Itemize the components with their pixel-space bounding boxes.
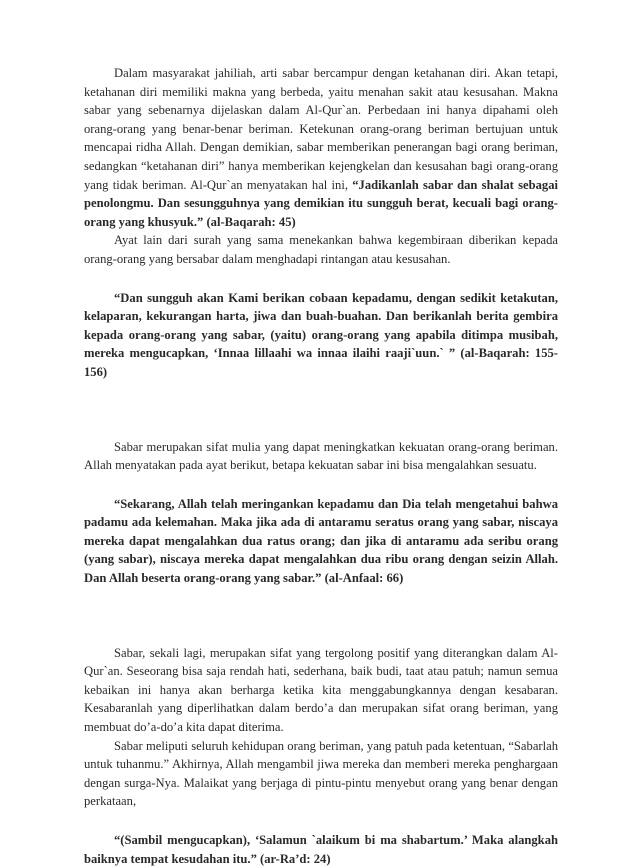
quote-text: “Dan sungguh akan Kami berikan cobaan kepadamu, dengan sedikit ketakutan, kelaparan, kekurangan harta, jiwa dan buah-buahan. Dan berikanlah berita gembira kepada orang-orang yang sabar, (yaitu) orang-orang yang apabila ditimpa musibah, mereka mengucapkan, ‘Innaa lillaahi wa innaa ilaihi raaji`uun.` ” (al-Baqarah: 155-156) xyxy=(84,290,558,379)
quote-text: “Sekarang, Allah telah meringankan kepadamu dan Dia telah mengetahui bahwa padamu ada kelemahan. Maka jika ada di antaramu seratus orang yang sabar, niscaya mereka dapat mengalahkan dua ratus orang; dan jika di antaramu ada seribu orang (yang sabar), niscaya mereka dapat mengalahkan dua ribu orang dengan seizin Allah. Dan Allah beserta orang-orang yang sabar.” (al-Anfaal: 66) xyxy=(84,496,558,586)
paragraph-kehidupan: Sabar meliputi seluruh kehidupan orang beriman, yang patuh pada ketentuan, “Sabarlah untuk tuhanmu.” Akhirnya, Allah mengambil jiwa mereka dan memberi mereka penghargaan dengan surga-Nya. Malaikat yang berjaga di pintu-pintu menyebut orang yang benar dengan perkataan, xyxy=(84,738,558,809)
spacer xyxy=(84,269,558,289)
paragraph-intro-text: Dalam masyarakat jahiliah, arti sabar bercampur dengan ketahanan diri. Akan tetapi, ketahanan diri memiliki makna yang berbeda, yaitu menahan sakit atau kesusahan. Makna sabar yang sebenarnya dijelaskan dalam Al-Qur`an. Perbedaan ini hanya dipahami oleh orang-orang yang benar-benar beriman. Ketekunan orang-orang beriman bertujuan untuk mencapai ridha Allah. Dengan demikian, sabar memberikan penerangan bagi orang beriman, sedangkan “ketahanan diri” hanya memberikan kejengkelan dan kesusahan bagi orang-orang yang tidak beriman. Al-Qur`an menyatakan hal ini, xyxy=(84,66,558,192)
spacer xyxy=(84,588,558,644)
quote-al-anfaal-66 xyxy=(84,495,558,588)
quote-ar-rad-24 xyxy=(84,831,558,868)
document-page xyxy=(84,64,558,868)
quote-al-baqarah-45: “Jadikanlah sabar dan shalat sebagai penolongmu. Dan sesungguhnya yang demikian itu sungguh berat, kecuali bagi orang-orang yang khusyuk.” (al-Baqarah: 45) xyxy=(84,177,558,229)
spacer xyxy=(84,475,558,495)
quote-text: “(Sambil mengucapkan), ‘Salamun `alaikum bi ma shabartum.’ Maka alangkah baiknya tempat kesudahan itu.” (ar-Ra’d: 24) xyxy=(84,833,558,866)
paragraph-sifat-mulia: Sabar merupakan sifat mulia yang dapat meningkatkan kekuatan orang-orang beriman. Allah menyatakan pada ayat berikut, betapa kekuatan sabar ini bisa mengalahkan sesuatu. xyxy=(84,439,558,473)
quote-al-baqarah-155-156 xyxy=(84,289,558,382)
spacer xyxy=(84,382,558,438)
paragraph-intro xyxy=(84,64,558,231)
paragraph-kegembiraan: Ayat lain dari surah yang sama menekankan bahwa kegembiraan diberikan kepada orang-orang yang bersabar dalam menghadapi rintangan atau kesusahan. xyxy=(84,233,558,266)
spacer xyxy=(84,811,558,831)
paragraph-sifat-positif: Sabar, sekali lagi, merupakan sifat yang tergolong positif yang diterangkan dalam Al-Qur`an. Seseorang bisa saja rendah hati, sederhana, baik budi, taat atau patuh; namun semua kebaikan ini hanya akan berharga ketika kita menggabungkannya dengan kesabaran. Kesabaranlah yang diperlihatkan dalam berdo’a dan merupakan sifat orang beriman, yang membuat do’a-do’a kita dapat diterima. xyxy=(84,645,558,735)
